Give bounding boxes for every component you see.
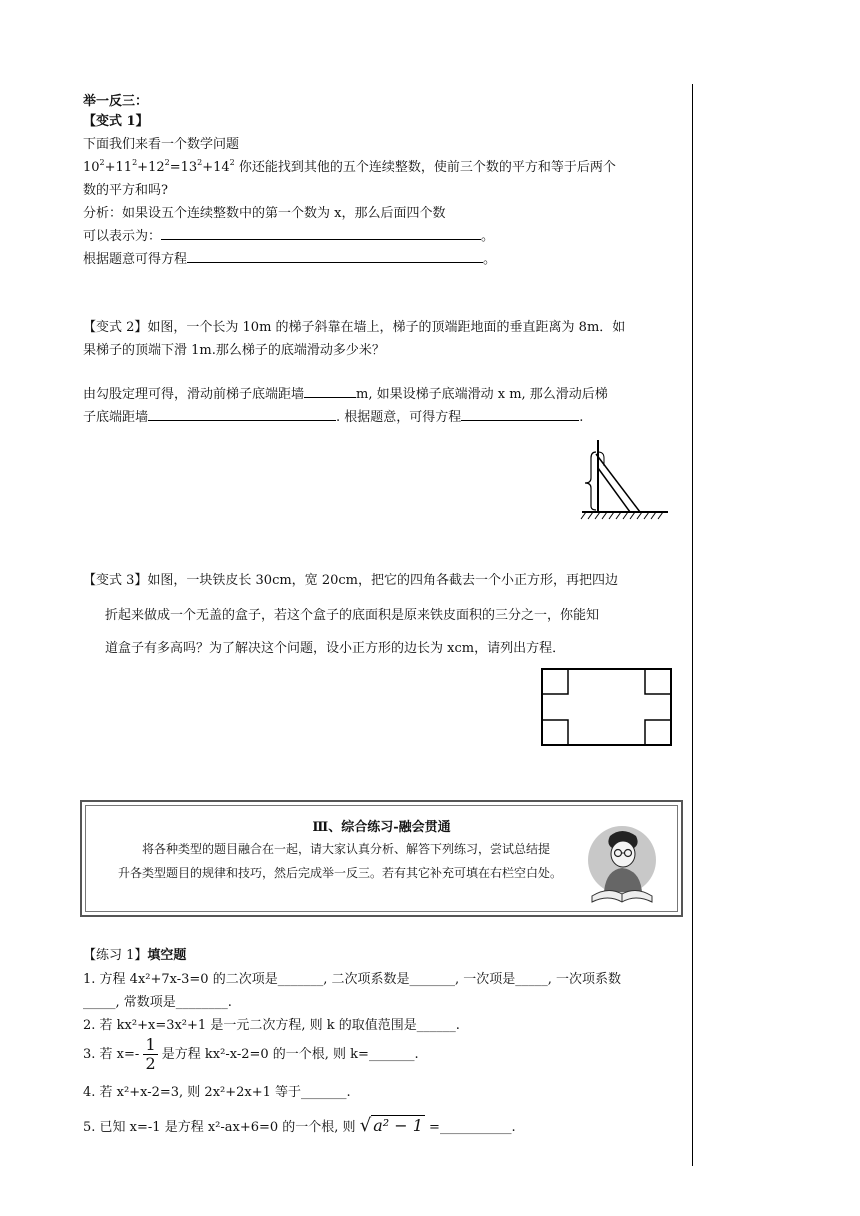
practice-heading: 【练习 1】填空题 [83,948,187,963]
variant2-line3: 由勾股定理可得，滑动前梯子底端距墙 m, 如果设梯子底端滑动 x m, 那么滑动后梯 [83,387,608,402]
student-reading-illustration [582,822,662,906]
practice-q1-line2: _____, 常数项是________. [83,995,232,1010]
variant1-question-line2: 数的平方和吗? [83,183,168,198]
variant1-intro: 下面我们来看一个数学问题 [83,137,240,152]
banner-line2: 升各类型题目的规律和技巧，然后完成举一反三。若有其它补充可填在右栏空白处。 [118,866,563,880]
section-heading: 举一反三： [83,94,149,109]
practice-q2: 2. 若 kx²+x=3x²+1 是一元二次方程, 则 k 的取值范围是______. [83,1018,460,1033]
variant1-equation-line: $10^2+11^2+12^2=13^2+14^2$ 你还能找到其他的五个连续整数，使前三个数的平方和等于后两个 [83,158,616,175]
variant3-line1: 【变式 3】如图，一块铁皮长 30cm，宽 20cm，把它的四角各截去一个小正方形，再把四边 [83,573,618,588]
variant1-analysis-line1: 分析：如果设五个连续整数中的第一个数为 x，那么后面四个数 [83,206,446,221]
practice-q5: 5. 已知 x=-1 是方程 x²-ax+6=0 的一个根, 则 √ a² − 1 =___________. [83,1115,516,1136]
practice-q3: 3. 若 x=- $\frac{1}{2}$ 是方程 kx²-x-2=0 的一个根, 则 k=_______. [83,1035,419,1073]
square-root-expression: √ a² − 1 [359,1115,423,1136]
equation-blank-2[interactable] [461,408,579,421]
practice-q4: 4. 若 x²+x-2=3, 则 2x²+2x+1 等于_______. [83,1085,351,1100]
variant2-line2: 果梯子的顶端下滑 1m.那么梯子的底端滑动多少米？ [83,343,385,358]
sheet-figure [541,668,673,747]
variant1-analysis-line3: 根据题意可得方程 。 [83,252,497,267]
equation-blank[interactable] [187,250,483,263]
variant1-analysis-line2: 可以表示为： 。 [83,229,495,244]
variant3-line3: 道盒子有多高吗？为了解决这个问题，设小正方形的边长为 xcm，请列出方程． [105,641,566,656]
answer-blank[interactable] [161,227,481,240]
distance-after-blank[interactable] [148,408,336,421]
practice-q1-line1: 1. 方程 4x²+7x-3=0 的二次项是_______, 二次项系数是_______, 一次项是_____, 一次项系数 [83,972,622,987]
ladder-figure [578,436,672,522]
distance-blank[interactable] [304,385,356,398]
variant1-tag: 【变式 1】 [83,114,149,129]
fraction-one-half: $\frac{1}{2}$ [145,1035,156,1073]
banner-title: Ⅲ、综合练习-融会贯通 [312,820,451,835]
variant2-line4: 子底端距墙 . 根据题意，可得方程 . [83,410,584,425]
exercise-banner [80,800,683,917]
banner-line1: 将各种类型的题目融合在一起，请大家认真分析、解答下列练习，尝试总结提 [142,842,551,856]
variant3-line2: 折起来做成一个无盖的盒子，若这个盒子的底面积是原来铁皮面积的三分之一，你能知 [105,608,600,623]
variant2-line1: 【变式 2】如图，一个长为 10m 的梯子斜靠在墙上，梯子的顶端距地面的垂直距离为 8m．如 [83,320,626,335]
right-margin-rule [692,84,693,1166]
